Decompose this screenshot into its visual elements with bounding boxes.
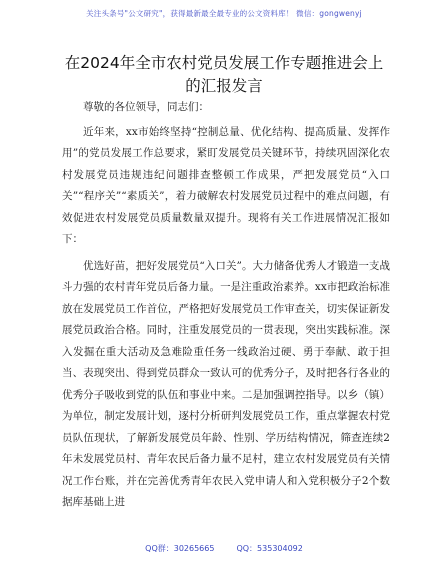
title-line-1: 在2024年全市农村党员发展工作专题推进会上 xyxy=(64,54,384,72)
paragraph-2: 优选好苗，把好发展党员“入口关”。大力储备优秀人才锻造一支战斗力强的农村青年党员后备力量。一是注重政治素养。xx市把政治标准放在发展党员工作首位，严格把好发展党员工作审查关，切实保证新发展党员政治合格。同时，注重发展党员的一贯表现，突出实践标准。深入发掘在重大活动及急难险重任务一线政治过硬、勇于奉献、敢于担当、表现突出、得到党员群众一致认可的优秀分子，及时把各行各业的优秀分子吸收到党的队伍和事业中来。二是加强调控指导。以乡（镇）为单位，制定发展计划，逐村分析研判发展党员工作，重点掌握农村党员队伍现状，了解新发展党员年龄、性别、学历结构情况，筛查连续2年未发展党员村、青年农民后备力量不足村，建立农村发展党员有关情况工作台账，并在完善优秀青年农民入党申请人和入党积极分子2个数据库基础上进 xyxy=(62,259,390,508)
title-line-2: 的汇报发言 xyxy=(185,77,263,95)
greeting: 尊敬的各位领导，同志们： xyxy=(83,101,209,113)
paragraph-1: 近年来，xx市始终坚持“控制总量、优化结构、提高质量、发挥作用”的党员发展工作总要求，紧盯发展党员关键环节，持续巩固深化农村发展党员违规违纪问题排查整顿工作成果，严把发展党员“入口关”“程序关”“素质关”，着力破解农村发展党员过程中的难点问题，有效促进农村发展党员质量数量双提升。现将有关工作进展情况汇报如下： xyxy=(62,125,390,245)
footer-contact xyxy=(0,543,448,554)
footer-qq-group: QQ群：30265665 xyxy=(145,544,215,553)
header-banner: 关注头条号"公文研究"，获得最新最全最专业的公文资料库！ 微信：gongwenyj xyxy=(86,9,362,18)
document-body xyxy=(62,97,390,519)
footer-qq: QQ：535304092 xyxy=(236,544,303,553)
document-title xyxy=(40,52,408,98)
